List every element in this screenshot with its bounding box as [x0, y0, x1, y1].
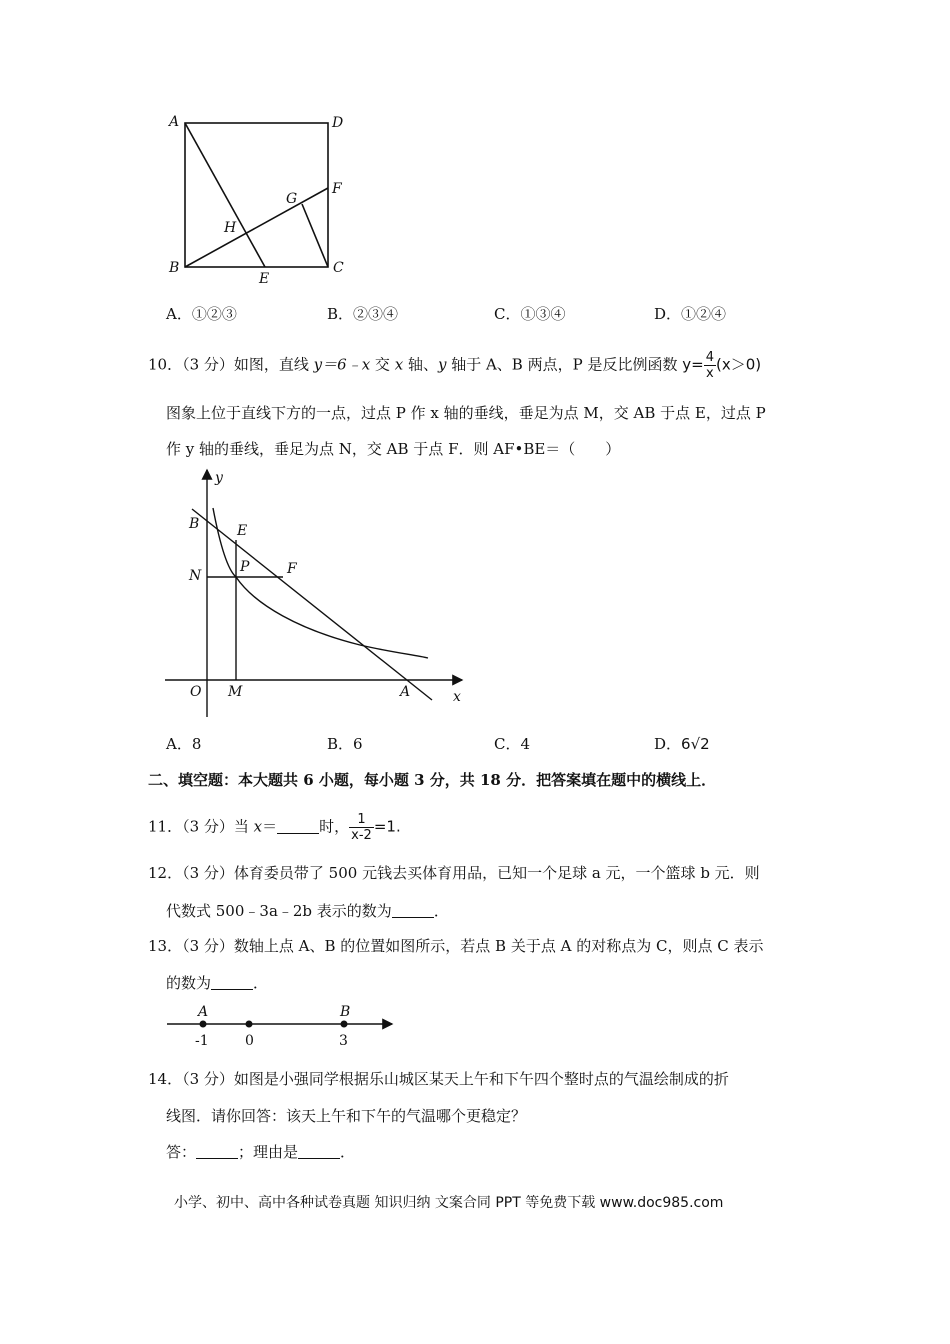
q10-line1: 10．（3 分）如图，直线 y＝6﹣x 交 x 轴、y 轴于 A、B 两点，P 是反比例函数 y= $\frac{4}{x}$ (x＞0): [148, 350, 762, 381]
label-B: B: [169, 260, 180, 276]
numline-label-A: A: [198, 1004, 209, 1020]
q9-choice-a: A．①②③: [166, 305, 237, 323]
q11-fraction: $\frac{1}{x-2}$: [351, 812, 372, 843]
section-2-heading: 二、填空题：本大题共 6 小题，每小题 3 分，共 18 分．把答案填在题中的横线上．: [148, 771, 717, 789]
label-G: G: [286, 191, 298, 207]
q14-line2: 线图．请你回答：该天上午和下午的气温哪个更稳定？: [166, 1107, 527, 1125]
label-M: M: [228, 684, 243, 700]
page-footer: 小学、初中、高中各种试卷真题 知识归纳 文案合同 PPT 等免费下载 www.doc985.com: [174, 1195, 724, 1211]
label-P: P: [240, 559, 250, 575]
label-E: E: [259, 271, 270, 287]
graph-figure: [160, 465, 480, 725]
label-A2: A: [400, 684, 411, 700]
q10-choice-c: C．4: [494, 735, 531, 753]
q12-blank[interactable]: [392, 903, 434, 918]
q14-line3: 答： ；理由是 ．: [166, 1143, 356, 1161]
q10-choice-b: B．6: [327, 735, 363, 753]
numline-tick-neg1: -1: [195, 1033, 209, 1049]
q12-line2: 代数式 500﹣3a﹣2b 表示的数为 ．: [166, 902, 449, 920]
q10-choice-a: A．8: [166, 735, 202, 753]
label-N: N: [189, 568, 202, 584]
q9-choice-c: C．①③④: [494, 305, 566, 323]
q10-fraction: $\frac{4}{x}$: [705, 350, 714, 381]
numline-label-B: B: [340, 1004, 351, 1020]
label-B2: B: [189, 516, 200, 532]
q10-line2: 图象上位于直线下方的一点，过点 P 作 x 轴的垂线，垂足为点 M，交 AB 于点 E，过点 P: [166, 404, 766, 422]
q10-line3: 作 y 轴的垂线，垂足为点 N，交 AB 于点 F．则 AF•BE＝（ ）: [166, 440, 621, 458]
q11-line: 11．（3 分）当 x＝ 时， $\frac{1}{x-2}$ =1.: [148, 812, 401, 843]
q12-line1: 12．（3 分）体育委员带了 500 元钱去买体育用品，已知一个足球 a 元，一个篮球 b 元．则: [148, 864, 760, 882]
label-H: H: [224, 220, 237, 236]
numline-tick-0: 0: [245, 1033, 254, 1049]
axis-x-label: x: [453, 689, 461, 705]
q13-line2: 的数为 ．: [166, 974, 269, 992]
q10-choice-d-value: 6√2: [681, 735, 710, 753]
label-F: F: [332, 181, 342, 197]
q14-blank-2[interactable]: [298, 1144, 340, 1159]
q9-choice-b: B．②③④: [327, 305, 399, 323]
label-E2: E: [237, 523, 248, 539]
q14-line1: 14．（3 分）如图是小强同学根据乐山城区某天上午和下午四个整时点的气温绘制成的折: [148, 1070, 729, 1088]
label-C: C: [333, 260, 344, 276]
label-D: D: [332, 115, 344, 131]
label-O: O: [190, 684, 202, 700]
label-F2: F: [287, 561, 297, 577]
square-figure: [160, 108, 360, 288]
q13-line1: 13．（3 分）数轴上点 A、B 的位置如图所示，若点 B 关于点 A 的对称点为 C，则点 C 表示: [148, 937, 764, 955]
q9-choice-d: D．①②④: [654, 305, 727, 323]
q11-blank[interactable]: [277, 819, 319, 834]
axis-y-label: y: [215, 470, 223, 486]
q13-blank[interactable]: [211, 975, 253, 990]
numline-tick-3: 3: [339, 1033, 348, 1049]
label-A: A: [169, 114, 180, 130]
q10-choice-d: D．6√2: [654, 735, 710, 753]
number-line-figure: [162, 1002, 402, 1052]
q14-blank-1[interactable]: [196, 1144, 238, 1159]
